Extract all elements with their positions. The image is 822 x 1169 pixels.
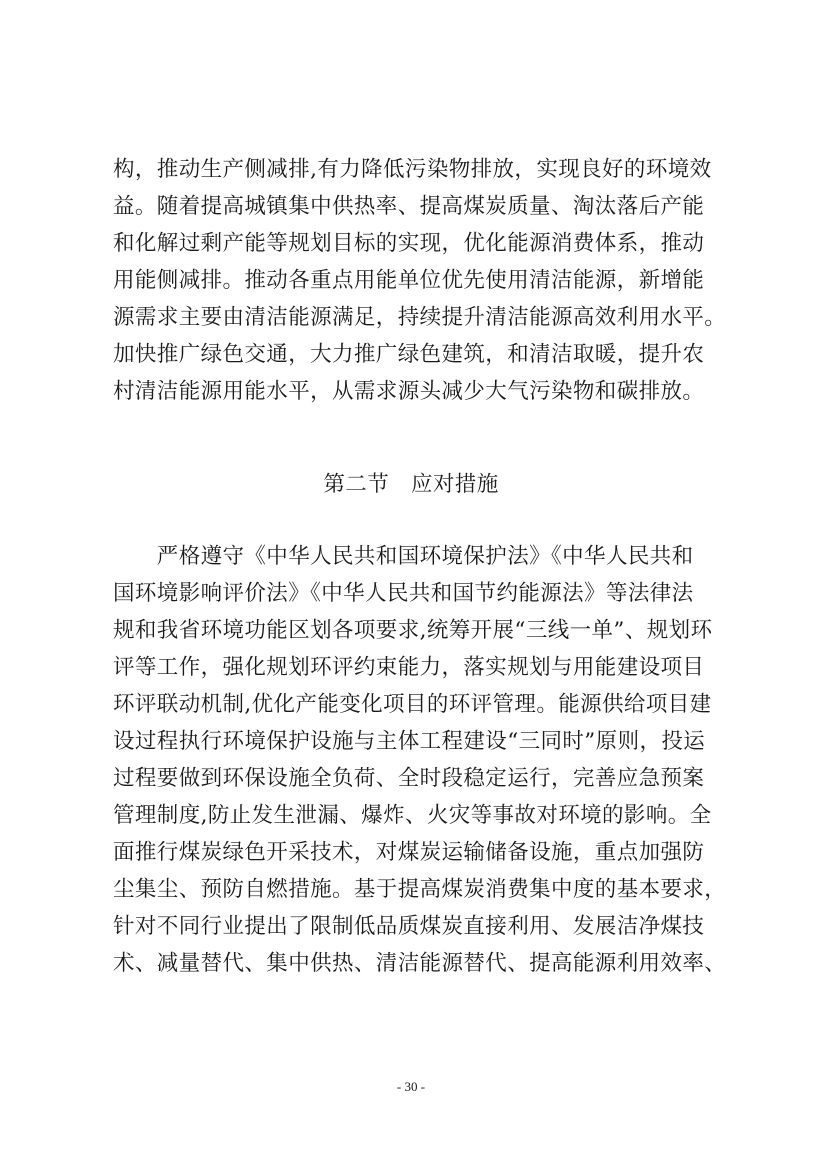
paragraph-line: 过程要做到环保设施全负荷、全时段稳定运行，完善应急预案 bbox=[113, 766, 705, 791]
paragraph-line: 用能侧减排。推动各重点用能单位优先使用清洁能源，新增能 bbox=[113, 268, 705, 293]
paragraph-line: 村清洁能源用能水平，从需求源头减少大气污染物和碳排放。 bbox=[113, 379, 705, 404]
paragraph-line: 环评联动机制,优化产能变化项目的环评管理。能源供给项目建 bbox=[113, 692, 712, 717]
paragraph-line: 加快推广绿色交通，大力推广绿色建筑，和清洁取暖，提升农 bbox=[113, 342, 705, 367]
paragraph-line: 国环境影响评价法》《中华人民共和国节约能源法》等法律法 bbox=[113, 581, 694, 606]
paragraph-line: 评等工作，强化规划环评约束能力，落实规划与用能建设项目 bbox=[113, 655, 705, 680]
paragraph-line: 管理制度,防止发生泄漏、爆炸、火灾等事故对环境的影响。全 bbox=[113, 803, 712, 828]
paragraph-line: 尘集尘、预防自燃措施。基于提高煤炭消费集中度的基本要求， bbox=[113, 877, 727, 902]
paragraph-line: 针对不同行业提出了限制低品质煤炭直接利用、发展洁净煤技 bbox=[113, 914, 705, 939]
paragraph-line: 严格遵守《中华人民共和国环境保护法》《中华人民共和 bbox=[113, 544, 694, 569]
paragraph-line: 面推行煤炭绿色开采技术，对煤炭运输储备设施，重点加强防 bbox=[113, 840, 705, 865]
page-number: - 30 - bbox=[396, 1079, 426, 1094]
paragraph-line: 规和我省环境功能区划各项要求,统筹开展“三线一单”、规划环 bbox=[113, 618, 713, 643]
section-heading: 第二节 应对措施 bbox=[323, 472, 499, 497]
paragraph-line: 和化解过剩产能等规划目标的实现，优化能源消费体系，推动 bbox=[113, 231, 705, 256]
paragraph-line: 术、减量替代、集中供热、清洁能源替代、提高能源利用效率、 bbox=[113, 951, 727, 976]
paragraph-line: 构，推动生产侧减排,有力降低污染物排放，实现良好的环境效 bbox=[113, 157, 712, 182]
paragraph-line: 源需求主要由清洁能源满足，持续提升清洁能源高效利用水平。 bbox=[113, 305, 727, 330]
paragraph-line: 益。随着提高城镇集中供热率、提高煤炭质量、淘汰落后产能 bbox=[113, 194, 705, 219]
paragraph-line: 设过程执行环境保护设施与主体工程建设“三同时”原则，投运 bbox=[113, 729, 706, 754]
